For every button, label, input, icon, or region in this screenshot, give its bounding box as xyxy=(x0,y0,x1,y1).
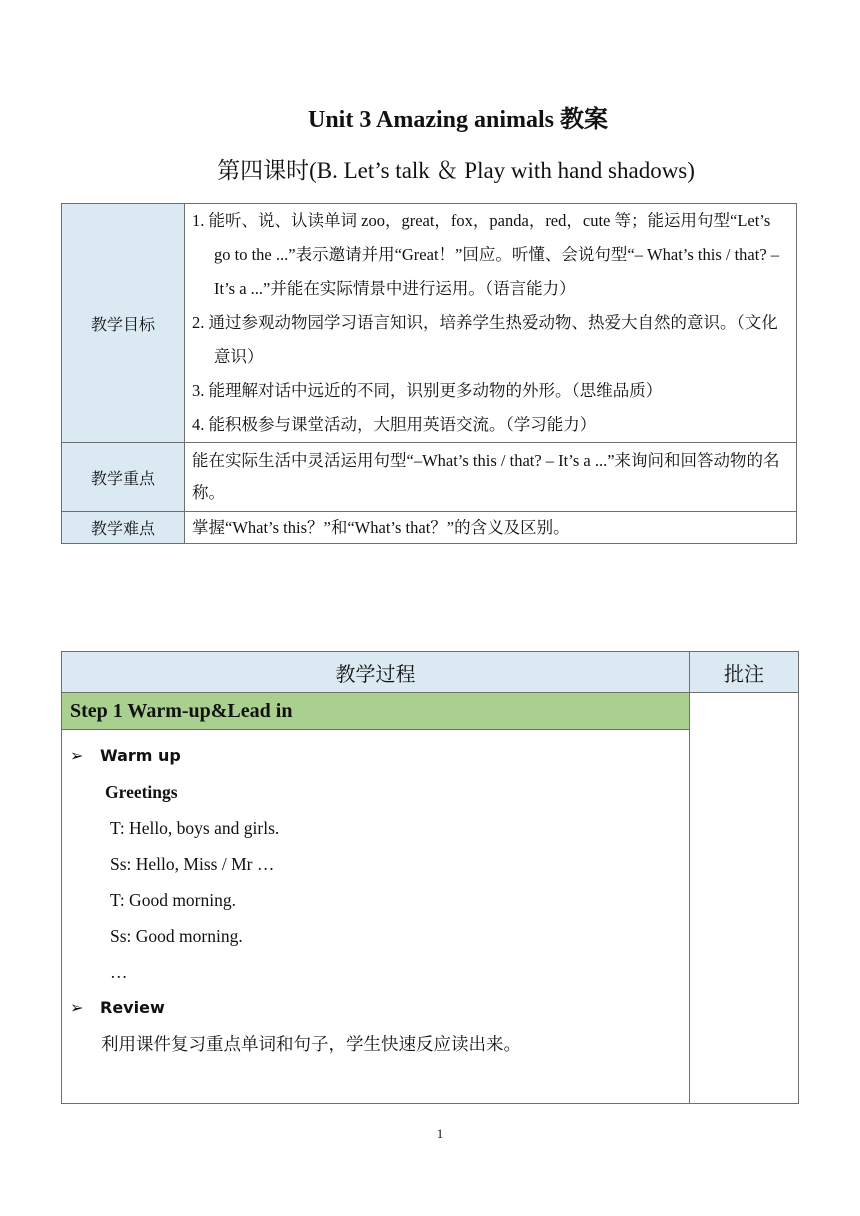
arrow-bullet-icon: ➢ xyxy=(70,998,84,1017)
key-points-label: 教学重点 xyxy=(62,443,185,512)
process-header: 教学过程 xyxy=(62,652,690,693)
page-number: 1 xyxy=(436,1126,444,1141)
process-header-row xyxy=(62,652,799,693)
warm-up-heading: Warm up xyxy=(100,746,181,765)
teaching-process-table xyxy=(61,651,799,1104)
step1-row xyxy=(62,693,799,730)
objectives-content xyxy=(185,204,797,443)
dialogue-line-3: T: Good morning. xyxy=(110,890,236,910)
objective-item-1: 1. 能听、说、认读单词 zoo，great，fox，panda，red，cute 等；能运用句型“Let’s go to the ...”表示邀请并用“Great！”回应。听懂、会说句型“– What’s this / that? – It’s a ...”并能在实际情景中进行运用。（语言能力） xyxy=(192,211,780,298)
dialogue-ellipsis: … xyxy=(110,962,128,982)
objectives-label: 教学目标 xyxy=(62,204,185,443)
review-heading-row xyxy=(70,990,689,1026)
key-points-content: 能在实际生活中灵活运用句型“–What’s this / that? – It’s a ...”来询问和回答动物的名称。 xyxy=(185,443,797,512)
step1-body-row xyxy=(62,730,799,1104)
review-text: 利用课件复习重点单词和句子，学生快速反应读出来。 xyxy=(101,1034,521,1054)
objectives-row xyxy=(62,204,797,443)
dialogue-line-1: T: Hello, boys and girls. xyxy=(110,818,280,838)
step1-title: Step 1 Warm-up&Lead in xyxy=(62,693,690,730)
document-subtitle: 第四课时(B. Let’s talk ＆ Play with hand shadows) xyxy=(217,158,695,183)
review-heading: Review xyxy=(100,998,165,1017)
objective-item-2: 2. 通过参观动物园学习语言知识，培养学生热爱动物、热爱大自然的意识。（文化意识） xyxy=(192,313,778,366)
notes-column xyxy=(690,693,799,1104)
warm-up-heading-row xyxy=(70,738,689,774)
greetings-heading: Greetings xyxy=(105,782,178,802)
lesson-info-table xyxy=(61,203,797,544)
difficult-points-row xyxy=(62,512,797,544)
step1-body xyxy=(62,730,690,1104)
objective-item-3: 3. 能理解对话中远近的不同，识别更多动物的外形。（思维品质） xyxy=(192,381,663,400)
dialogue-line-2: Ss: Hello, Miss / Mr … xyxy=(110,854,275,874)
key-points-row xyxy=(62,443,797,512)
notes-header: 批注 xyxy=(690,652,799,693)
objective-item-4: 4. 能积极参与课堂活动，大胆用英语交流。（学习能力） xyxy=(192,415,597,434)
difficult-points-label: 教学难点 xyxy=(62,512,185,544)
arrow-bullet-icon: ➢ xyxy=(70,746,84,765)
document-title: Unit 3 Amazing animals 教案 xyxy=(307,107,609,133)
dialogue-line-4: Ss: Good morning. xyxy=(110,926,243,946)
difficult-points-content: 掌握“What’s this？”和“What’s that？”的含义及区别。 xyxy=(185,512,797,544)
